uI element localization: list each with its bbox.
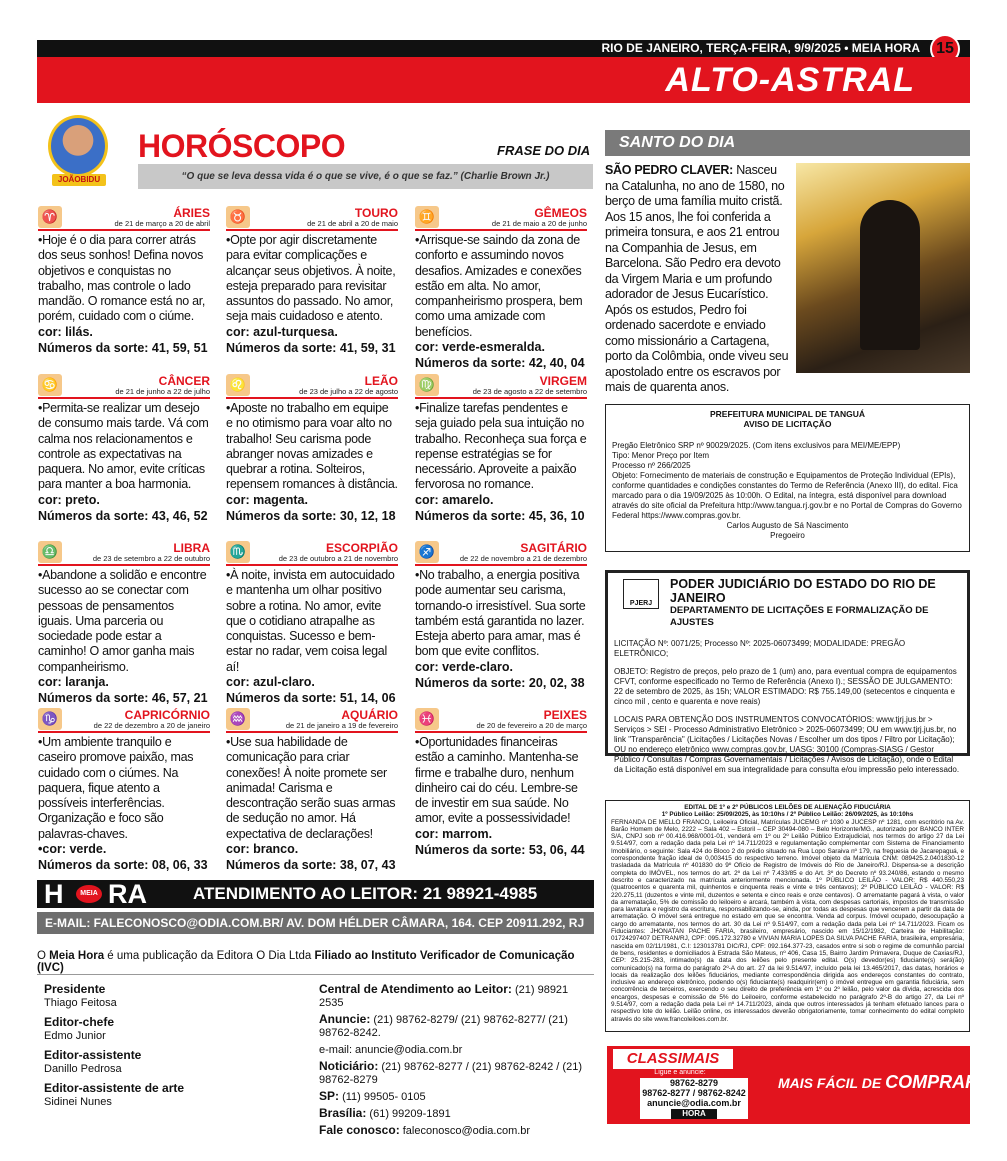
- notice2-l2: OBJETO: Registro de preços, pelo prazo de 1 (um) ano, para eventual compra de equipamentos CFVT, conforme especificado no Termo de Referência (Anexo I).; SESSÃO DE JULGAMENTO: 22 de setembro de 2025, às 15h; VALOR ESTIMADO: R$ 755.149,00 (setecentos e cinquenta e cinco mil , cento e quarenta e nove reais): [614, 667, 957, 706]
- notice-tangua: [605, 404, 970, 552]
- classimais-sub: Ligue e anuncie:: [654, 1069, 706, 1076]
- contact-entry: [319, 983, 591, 1010]
- sign-sagittarius: [415, 541, 587, 691]
- aquarius-icon: ♒: [226, 708, 250, 730]
- aries-icon: ♈: [38, 206, 62, 228]
- sign-text: •Opte por agir discretamente para evitar complicações e alcançar seus objetivos. À noite, esteja preparado para revisitar assuntos do passado. No amor, seja mais cuidadoso e atento.: [226, 233, 396, 324]
- leo-icon: ♌: [226, 374, 250, 396]
- pub-line-c: é uma publicação da Editora O Dia Ltda: [104, 950, 315, 962]
- sign-color: cor: preto.: [38, 492, 100, 507]
- sign-aries: [38, 206, 210, 356]
- sign-color: cor: marrom.: [415, 826, 493, 841]
- sign-dates: de 21 de junho a 22 de julho: [115, 387, 210, 396]
- sagittarius-icon: ♐: [415, 541, 439, 563]
- staff-name: Sidinei Nunes: [44, 1096, 112, 1108]
- contact-entry: [319, 1013, 591, 1040]
- staff-name: Edmo Junior: [44, 1030, 106, 1042]
- slogan-a: MAIS FÁCIL DE: [778, 1075, 886, 1091]
- staff-role: Presidente: [44, 982, 106, 996]
- publication-line: [37, 950, 594, 974]
- sign-name: LEÃO: [364, 374, 398, 388]
- sign-lucky-numbers: Números da sorte: 46, 57, 21: [38, 691, 208, 706]
- sign-header: [38, 206, 210, 231]
- sign-leo: [226, 374, 398, 524]
- sign-pisces: [415, 708, 587, 858]
- sign-dates: de 23 de julho a 22 de agosto: [299, 387, 398, 396]
- sign-color: •cor: verde.: [38, 842, 107, 857]
- libra-icon: ♎: [38, 541, 62, 563]
- sign-libra: [38, 541, 210, 706]
- sign-name: TOURO: [354, 206, 398, 220]
- sign-header: [38, 374, 210, 399]
- contact-value: e-mail: anuncie@odia.com.br: [319, 1044, 463, 1056]
- sign-color: cor: amarelo.: [415, 492, 494, 507]
- contact-label: Noticiário:: [319, 1059, 379, 1073]
- contact-label: Central de Atendimento ao Leitor:: [319, 982, 512, 996]
- classimais-phone2: 98762-8277 / 98762-8242: [642, 1088, 746, 1098]
- notice1-sign1: Carlos Augusto de Sá Nascimento: [726, 521, 849, 530]
- contact-label: Anuncie:: [319, 1012, 371, 1026]
- columnist-avatar: [48, 115, 108, 177]
- sign-header: [415, 206, 587, 231]
- sign-lucky-numbers: Números da sorte: 38, 07, 43: [226, 858, 396, 873]
- sign-lucky-numbers: Números da sorte: 45, 36, 10: [415, 508, 585, 523]
- notice1-l1: Pregão Eletrônico SRP nº 90029/2025. (Com itens exclusivos para MEI/ME/EPP): [612, 441, 901, 450]
- pub-line-a: O: [37, 950, 50, 962]
- sign-name: CÂNCER: [158, 374, 210, 388]
- sign-lucky-numbers: Números da sorte: 42, 40, 04: [415, 356, 585, 371]
- sign-color: cor: magenta.: [226, 492, 308, 507]
- santo-text: [605, 163, 790, 396]
- sign-scorpio: [226, 541, 398, 706]
- sign-text: •Permita-se realizar um desejo de consumo mais tarde. Vá com calma nos relacionamentos e controle as expectativas na paquera. No amor, evite críticas para manter a boa harmonia.: [38, 401, 209, 492]
- notice3-body: FERNANDA DE MELLO FRANCO, Leiloeira Oficial, Matrículas JUCEMG nº 1030 e JUCESP nº 1281, com escritório na Av. Barão Homem de Melo, 2222 – Sala 402 – Estoril – CEP 30494-080 – Belo Horizonte/MG., autorizado por BANCO INTER S/A, CNPJ sob nº 00.416.968/0001-01, venderá em 1º ou 2º Leilão Público Extrajudicial, nos termos do artigo 27 da Lei 9.514/97, com a redação dada pela Lei nº 14.711/2023 e regulamentação complementar com Sistema de Financiamento Imobiliário, o seguinte: Sala 424 do Bloco 2 do prédio situado na Rua Lopo Saraiva nº 179, na freguesia de Jacarepaguá, e correspondente fração ideal de 0,003415 do respectivo terreno. Imóvel objeto da Matrícula CNM: 089425.2.0401830-12 trasladada da Matrícula nº 401830 do 9º Ofício de Registro de Imóveis do Rio de Janeiro/RJ. Dispensa-se a descrição completa do IMÓVEL, nos termos do art. 2º da Lei nº 7.433/85 e do Art. 3º do Decreto nº 93.240/86, estando o mesmo descrito e caracterizado na matrícula anteriormente mencionada. 1º PÚBLICO LEILÃO - VALOR: R$ 440.550,23 (quatrocentos e quarenta mil, quinhentos e cinquenta reais e vinte e três centavos); 2º PÚBLICO LEILÃO - VALOR: R$ 220.275,11 (duzentos e vinte mil, duzentos e setenta e cinco reais e onze centavos). O arrematante pagará à vista, o valor da arrematação, 5% de comissão do leiloeiro e arcará, também à vista, com despesas cartoriais, impostos de transmissão para lavratura e registro da escritura, responsabilizando-se, ainda, por todas as despesas que vencerem a partir da data de arrematação. O imóvel será entregue no estado em que se encontra. Venda ad corpus. Imóvel ocupado, desocupação a cargo do arrematante, nos termos do art. 30 da Lei nº 9.514/97, com a redação dada pela Lei nº 14.711/2023. Ficam os Fiduciantes: JHONATAN PACHE FARIA, brasileiro, empresário, nascido em 15/12/1982, Carteira de Habilitação: 01724297407 DETRAN/RJ, CPF: 095.172.327​80 e VIVIAN MARIA LOPES DA SILVA PACHE FARIA, brasileira, empresária, nascida em 02/11/1981, C.I: 123013781 DIC/RJ, CPF: 092.164.377-23, casados entre si sob o regime de comunhão parcial de bens, residentes e domiciliados à Estrada São Mateus, nº 406, Casa 15, Bairro Jardim Primavera, Duque de Caxias/RJ, CEP: 25.215-283, intimado(s) da data dos leilões pelo presente edital. O(s) devedor(es) fiduciante(s) será(ão) comunicado(s) na forma do parágrafo 2º-A do art. 27 da lei 9.514/97, incluído pela lei 13.465/2017, das datas, horários e locais da realização dos leilões fiduciários, mediante correspondência dirigida aos endereços constantes do contrato, inclusive ao endereço eletrônico, podendo o(s) fiduciante(s) readquirir(em) o imóvel entregue em garantia fiduciária, sem concorrência de terceiros, exercendo o seu direito de preferência em 1º ou 2º leilão, pelo valor da dívida, acrescida dos encargos, despesas e comissão de 5% do Leiloeiro, conforme estabelecido no parágrafo 2º-B do artigo 27, da Lei nº 9.514/97, com a redação dada pela Lei nº 14.711/2023, ainda que outros interessados já tenham efetuado lances para o respectivo lote do leilão. Leilão online, os interessados deverão obrigatoriamente, tomar conhecimento do edital completo através do site www.francoleiloes.com.br.: [611, 818, 964, 1023]
- sign-color: cor: lilás.: [38, 324, 93, 339]
- gemini-icon: ♊: [415, 206, 439, 228]
- notice3-subtitle: 1º Público Leilão: 25/09/2025, às 10:10hs / 2º Público Leilão: 26/09/2025, às 10:10hs: [661, 811, 914, 819]
- contact-label: Fale conosco:: [319, 1123, 400, 1137]
- sign-header: [38, 708, 210, 733]
- sign-name: VIRGEM: [539, 374, 587, 388]
- staff-entry: [44, 1049, 294, 1076]
- sign-text: •Aposte no trabalho em equipe e no otimismo para voar alto no trabalho! Seu carisma pode abranger novas amizades e quebrar a rotina. Solteiros, repensem romances à distância.: [226, 401, 398, 492]
- columnist-label: JOÃOBIDU: [52, 174, 106, 186]
- notice3-title: EDITAL DE 1º e 2º PÚBLICOS LEILÕES DE ALIENAÇÃO FIDUCIÁRIA: [684, 804, 891, 811]
- sign-name: CAPRICÓRNIO: [124, 708, 210, 722]
- notice1-title2: AVISO DE LICITAÇÃO: [743, 419, 832, 429]
- horoscope-title: HORÓSCOPO: [138, 128, 346, 164]
- sign-lucky-numbers: Números da sorte: 41, 59, 51: [38, 340, 208, 355]
- sign-name: GÊMEOS: [534, 206, 587, 220]
- sign-text: •Oportunidades financeiras estão a caminho. Mantenha-se firme e trabalhe duro, nenhum dinheiro cai do céu. Lembre-se de investir em sua saúde. No amor, evite a possessividade!: [415, 735, 579, 826]
- classimais-slogan: [778, 1072, 983, 1093]
- notice1-sign2: Pregoeiro: [770, 531, 805, 540]
- notice2-l1: LICITAÇÃO Nº: 0071/25; Processo Nº: 2025-06073499; MODALIDADE: PREGÃO ELETRÔNICO;: [614, 639, 906, 658]
- staff-role: Editor-assistente de arte: [44, 1081, 185, 1095]
- sign-lucky-numbers: Números da sorte: 53, 06, 44: [415, 842, 585, 857]
- sign-name: ESCORPIÃO: [325, 541, 398, 555]
- sign-header: [226, 708, 398, 733]
- pisces-icon: ♓: [415, 708, 439, 730]
- staff-entry: [44, 983, 294, 1010]
- sign-aquarius: [226, 708, 398, 873]
- contact-value: (61) 99209-1891: [366, 1108, 451, 1120]
- logo-letter-h: H: [44, 879, 64, 909]
- sign-virgo: [415, 374, 587, 524]
- sign-lucky-numbers: Números da sorte: 30, 12, 18: [226, 508, 396, 523]
- sign-dates: de 23 de outubro a 21 de novembro: [278, 554, 398, 563]
- classimais-phone1: 98762-8279: [669, 1078, 719, 1088]
- sign-color: cor: branco.: [226, 842, 299, 857]
- frase-do-dia: “O que se leva dessa vida é o que se vive, é o que se faz.” (Charlie Brown Jr.): [138, 164, 593, 189]
- contact-label: Brasília:: [319, 1106, 367, 1120]
- contact-entry: [319, 1060, 591, 1087]
- contact-value: faleconosco@odia.com.br: [399, 1125, 531, 1137]
- sign-lucky-numbers: Números da sorte: 08, 06, 33: [38, 858, 208, 873]
- classimais-hora-logo: HORA: [671, 1109, 717, 1119]
- capricorn-icon: ♑: [38, 708, 62, 730]
- sign-header: [226, 206, 398, 231]
- sign-text: •Hoje é o dia para correr atrás dos seus sonhos! Defina novos objetivos e conquistas no trabalho, mas controle o lado mandão. O romance está no ar, porém, cuidado com o ciúme.: [38, 233, 206, 324]
- sign-lucky-numbers: Números da sorte: 51, 14, 06: [226, 691, 396, 706]
- scorpio-icon: ♏: [226, 541, 250, 563]
- contact-value: (21) 98921 2535: [319, 984, 569, 1009]
- logo-meia-badge: MEIA: [76, 885, 102, 903]
- sign-color: cor: verde-esmeralda.: [415, 340, 545, 355]
- sign-text: •Use sua habilidade de comunicação para criar conexões! À noite promete ser animada! Carisma e descontração serão suas armas de sedução no amor. Há expectativa de declarações!: [226, 735, 396, 841]
- sign-cancer: [38, 374, 210, 524]
- sign-text: •Arrisque-se saindo da zona de conforto e assumindo novos desafios. Amizades e conexões estão em alta. No amor, companheirismo prospera, bem como uma amizade com benefícios.: [415, 233, 583, 339]
- frase-label: FRASE DO DIA: [497, 143, 591, 158]
- sign-dates: de 21 de janeiro a 19 de fevereiro: [285, 721, 398, 730]
- staff-role: Editor-assistente: [44, 1048, 142, 1062]
- taurus-icon: ♉: [226, 206, 250, 228]
- sign-header: [415, 541, 587, 566]
- virgo-icon: ♍: [415, 374, 439, 396]
- sign-lucky-numbers: Números da sorte: 20, 02, 38: [415, 675, 585, 690]
- sign-name: AQUÁRIO: [341, 708, 398, 722]
- notice1-l3: Processo nº 266/2025: [612, 461, 691, 470]
- sign-name: ÁRIES: [173, 206, 210, 220]
- sign-capricorn: [38, 708, 210, 873]
- contact-value: (21) 98762-8279/ (21) 98762-8277/ (21) 98762-8242.: [319, 1014, 568, 1039]
- contact-entry: [319, 1107, 591, 1121]
- sign-color: cor: azul-turquesa.: [226, 324, 338, 339]
- contact-entry: [319, 1090, 591, 1104]
- notice1-l4: Objeto: Fornecimento de materiais de construção e Equipamentos de Proteção Individual (EPIs), conforme quantidades e condições constantes do Termo de Referência (Anexo III), do edital. Fica marcado para o dia 19/09/2025 às 10:00h. O Edital, na íntegra, está disponível para download através do site oficial da Prefeitura http://www.tangua.rj.gov.br e no Portal de Compras do Governo Federal https://www.compras.gov.br.: [612, 471, 962, 520]
- sign-header: [226, 541, 398, 566]
- email-address-bar: E-MAIL: FALECONOSCO@ODIA.COM.BR/ AV. DOM HÉLDER CÂMARA, 164. CEP 20911.292, RJ: [37, 912, 594, 934]
- notice2-title1: PODER JUDICIÁRIO DO ESTADO DO RIO DE JANEIRO: [670, 577, 936, 605]
- sign-color: cor: azul-claro.: [226, 675, 315, 690]
- sign-dates: de 23 de setembro a 22 de outubro: [92, 554, 210, 563]
- sign-color: cor: laranja.: [38, 675, 109, 690]
- sign-dates: de 21 de maio a 20 de junho: [491, 219, 587, 228]
- staff-entry: [44, 1082, 294, 1109]
- sign-dates: de 20 de fevereiro a 20 de março: [476, 721, 587, 730]
- staff-entry: [44, 1016, 294, 1043]
- footer-divider: [37, 974, 594, 975]
- page-number: 15: [930, 34, 960, 64]
- slogan-b: COMPRAR.: [885, 1072, 984, 1092]
- sign-header: [226, 374, 398, 399]
- notice-leilao: [605, 800, 970, 1032]
- dateline: RIO DE JANEIRO, TERÇA-FEIRA, 9/9/2025 • MEIA HORA: [37, 40, 970, 57]
- classimais-logo: CLASSIMAIS: [613, 1049, 733, 1069]
- section-title: ALTO-ASTRAL: [37, 57, 970, 103]
- sign-color: cor: verde-claro.: [415, 659, 513, 674]
- contact-label: SP:: [319, 1089, 340, 1103]
- sign-text: •Abandone a solidão e encontre sucesso ao se conectar com pessoas de pensamentos iguais. Uma parceria ou sociedade pode estar a caminho! O amor ganha mais companheirismo.: [38, 568, 207, 674]
- sign-header: [415, 708, 587, 733]
- notice2-title2: DEPARTAMENTO DE LICITAÇÕES E FORMALIZAÇÃO DE AJUSTES: [670, 605, 929, 628]
- sign-lucky-numbers: Números da sorte: 43, 46, 52: [38, 508, 208, 523]
- classimais-email: anuncie@odia.com.br: [647, 1098, 741, 1108]
- sign-gemini: [415, 206, 587, 371]
- sign-dates: de 21 de março a 20 de abril: [114, 219, 210, 228]
- sign-header: [38, 541, 210, 566]
- logo-letters-ra: RA: [108, 879, 147, 909]
- pub-line-ivc: Filiado ao Instituto Verificador de Comunicação (IVC): [37, 950, 575, 974]
- sign-taurus: [226, 206, 398, 356]
- sign-dates: de 21 de abril a 20 de maio: [307, 219, 398, 228]
- notice1-title1: PREFEITURA MUNICIPAL DE TANGUÁ: [709, 409, 866, 419]
- sign-dates: de 23 de agosto a 22 de setembro: [472, 387, 587, 396]
- sign-dates: de 22 de dezembro a 20 de janeiro: [93, 721, 210, 730]
- staff-list: [44, 983, 294, 1115]
- contacts-list: [319, 983, 591, 1141]
- sign-lucky-numbers: Números da sorte: 41, 59, 31: [226, 340, 396, 355]
- contact-entry: [319, 1124, 591, 1138]
- staff-role: Editor-chefe: [44, 1015, 115, 1029]
- pjerj-seal-icon: PJERJ: [623, 579, 659, 609]
- sign-text: •À noite, invista em autocuidado e mantenha um olhar positivo sobre a rotina. No amor, evite que o cotidiano atrapalhe as conquistas. Sucesso e bem-estar no radar, vem coisa legal aí!: [226, 568, 395, 674]
- sign-dates: de 22 de novembro a 21 de dezembro: [459, 554, 587, 563]
- notice1-l2: Tipo: Menor Preço por Item: [612, 451, 710, 460]
- staff-name: Thiago Feitosa: [44, 997, 117, 1009]
- contact-value: (21) 98762-8277 / (21) 98762-8242 / (21) 98762-8279: [319, 1061, 582, 1086]
- contact-value: (11) 99505- 0105: [339, 1091, 426, 1103]
- sign-text: •Finalize tarefas pendentes e seja guiado pela sua intuição no trabalho. Reconheça sua força e repense estratégias se for necessário. Aproveite a paixão fervorosa no romance.: [415, 401, 587, 492]
- saint-figure: [860, 200, 920, 350]
- sign-name: SAGITÁRIO: [520, 541, 587, 555]
- sign-name: LIBRA: [173, 541, 210, 555]
- sign-text: •No trabalho, a energia positiva pode aumentar seu carisma, tornando-o irresistível. Sua sorte também está garantida no lazer. Esteja aberto para amar, mas é bom que evite conflitos.: [415, 568, 586, 659]
- santo-title: SANTO DO DIA: [605, 130, 970, 156]
- sign-name: PEIXES: [543, 708, 587, 722]
- contact-entry: [319, 1043, 591, 1057]
- notice-pjerj: [605, 570, 970, 774]
- santo-name: SÃO PEDRO CLAVER:: [605, 163, 734, 177]
- santo-body: Nasceu na Catalunha, no ano de 1580, no berço de uma família muito cristã. Aos 15 anos, lhe foi conferida a primeira tonsura, e aos 21 entrou na Companhia de Jesus, em Barcelona. São Pedro era devoto da Virgem Maria e um profundo adorador de Jesus Eucarístico. Após os estudos, Pedro foi ordenado sacerdote e enviado como missionário a Cartagena, porto da Colômbia, onde viveu seu apostolado entre os escravos por mais de quarenta anos.: [605, 163, 789, 394]
- notice2-l3: LOCAIS PARA OBTENÇÃO DOS INSTRUMENTOS CONVOCATÓRIOS: www.tjrj.jus.br > Serviços > SEI - Processo Administrativo Eletrônico > 2025-06073499; OU em www.tjrj.jus.br, no link "Transparência" (Licitações / Licitações Novas / Escolher um dos tipos / Filtro por Licitação); OU no endereço eletrônico www.compras.gov.br, UASG: 30100 (Compras-SIASG / Gestor Público / Consultas / Compras Governamentais / Licitações / Avisos de Licitação), onde o Edital da Licitação está disponível em sua integralidade para consulta e/ou impressão pelo interessado.: [614, 715, 960, 774]
- atendimento-bar: ATENDIMENTO AO LEITOR: 21 98921-4985: [185, 880, 594, 908]
- sign-header: [415, 374, 587, 399]
- classimais-contacts: [640, 1078, 748, 1119]
- cancer-icon: ♋: [38, 374, 62, 396]
- sign-text: •Um ambiente tranquilo e caseiro promove paixão, mas cuidado com o ciúmes. Na paquera, fique atento a possíveis interferências. Organização e foco são palavras-chaves.: [38, 735, 194, 841]
- staff-name: Danillo Pedrosa: [44, 1063, 122, 1075]
- pub-line-brand: Meia Hora: [49, 950, 105, 962]
